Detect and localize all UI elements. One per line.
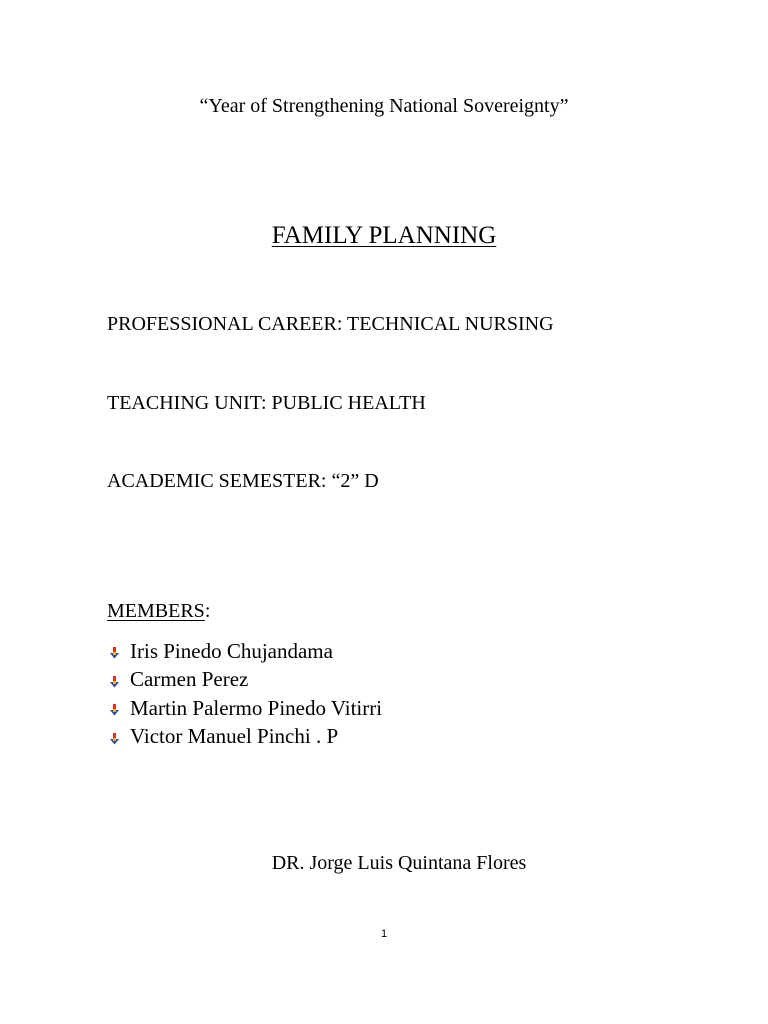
members-heading-label: MEMBERS <box>107 600 205 622</box>
teaching-unit-field: TEACHING UNIT: PUBLIC HEALTH <box>107 392 426 414</box>
member-name: Victor Manuel Pinchi . P <box>130 724 339 749</box>
members-heading <box>107 599 210 623</box>
member-name: Carmen Perez <box>130 667 249 692</box>
members-heading-colon: : <box>204 600 211 622</box>
members-list <box>107 637 382 751</box>
page-number: 1 <box>380 928 388 940</box>
list-item <box>107 666 382 695</box>
list-item <box>107 637 382 666</box>
arrow-down-bullet-icon <box>107 643 130 659</box>
year-motto: “Year of Strengthening National Sovereignty” <box>199 95 569 117</box>
list-item <box>107 694 382 723</box>
member-name: Martin Palermo Pinedo Vitirri <box>130 695 383 720</box>
arrow-down-bullet-icon <box>107 672 130 688</box>
arrow-down-bullet-icon <box>107 700 130 716</box>
professional-career-field: PROFESSIONAL CAREER: TECHNICAL NURSING <box>107 313 554 335</box>
advisor-name: DR. Jorge Luis Quintana Flores <box>271 852 527 874</box>
academic-semester-field: ACADEMIC SEMESTER: “2” D <box>107 470 379 492</box>
document-title: FAMILY PLANNING <box>271 222 497 249</box>
list-item <box>107 723 382 752</box>
member-name: Iris Pinedo Chujandama <box>130 638 333 663</box>
arrow-down-bullet-icon <box>107 729 130 745</box>
